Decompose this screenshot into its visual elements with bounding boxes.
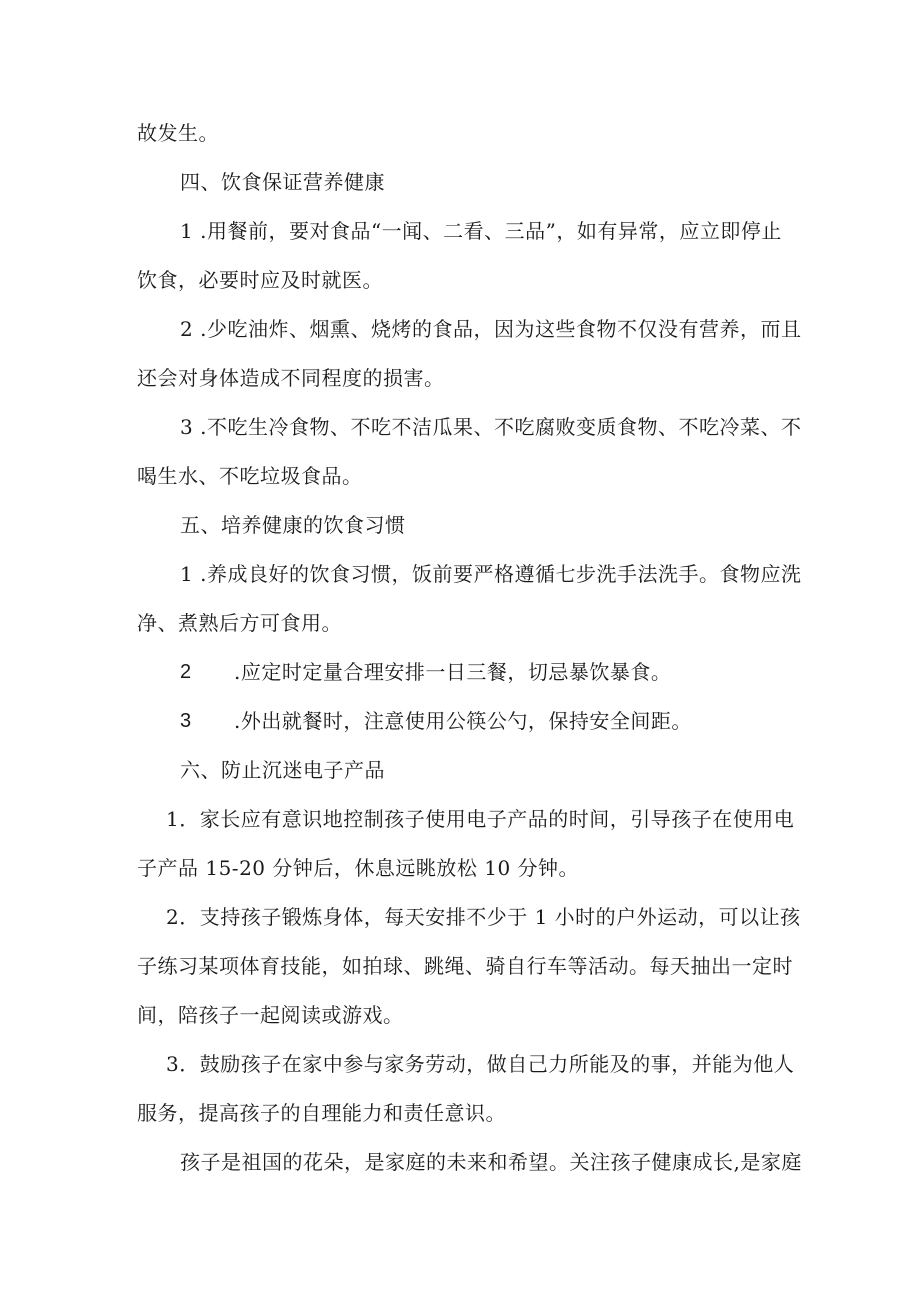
text-line: .应定时定量合理安排一日三餐，切忌暴饮暴食。 [234,660,672,684]
text-line: 喝生水、不吃垃圾食品。 [137,464,363,488]
text-line: 子练习某项体育技能，如拍球、跳绳、骑自行车等活动。每天抽出一定时 [137,954,793,978]
text-line: 孩子是祖国的花朵，是家庭的未来和希望。关注孩子健康成长,是家庭 [180,1150,802,1174]
section-heading-4: 四、饮食保证营养健康 [180,170,385,194]
text-line: .外出就餐时，注意使用公筷公勺，保持安全间距。 [234,709,692,733]
list-number: 2 [180,661,192,683]
text-line: 饮食，必要时应及时就医。 [137,268,383,292]
text-line: 故发生。 [137,121,219,145]
text-line: 1 .用餐前，要对食品“一闻、二看、三品”，如有异常，应立即停止 [180,219,782,243]
text-line: 3．鼓励孩子在家中参与家务劳动，做自己力所能及的事，并能为他人 [166,1052,795,1076]
text-line: 服务，提高孩子的自理能力和责任意识。 [137,1101,506,1125]
text-line: 1．家长应有意识地控制孩子使用电子产品的时间，引导孩子在使用电 [166,807,795,831]
text-line: 2 .少吃油炸、烟熏、烧烤的食品，因为这些食物不仅没有营养，而且 [180,317,802,341]
text-line: 子产品 15-20 分钟后，休息远眺放松 10 分钟。 [137,856,580,880]
text-line: 还会对身体造成不同程度的损害。 [137,366,445,390]
text-line: 3 .不吃生冷食物、不吃不洁瓜果、不吃腐败变质食物、不吃冷菜、不 [180,415,802,439]
text-line: 2．支持孩子锻炼身体，每天安排不少于 1 小时的户外运动，可以让孩 [166,905,801,929]
text-line: 1 .养成良好的饮食习惯，饭前要严格遵循七步洗手法洗手。食物应洗 [180,562,802,586]
list-number: 3 [180,710,192,732]
text-line: 间，陪孩子一起阅读或游戏。 [137,1003,404,1027]
section-heading-6: 六、防止沉迷电子产品 [180,758,385,782]
text-line: 净、煮熟后方可食用。 [137,611,342,635]
section-heading-5: 五、培养健康的饮食习惯 [180,513,406,537]
